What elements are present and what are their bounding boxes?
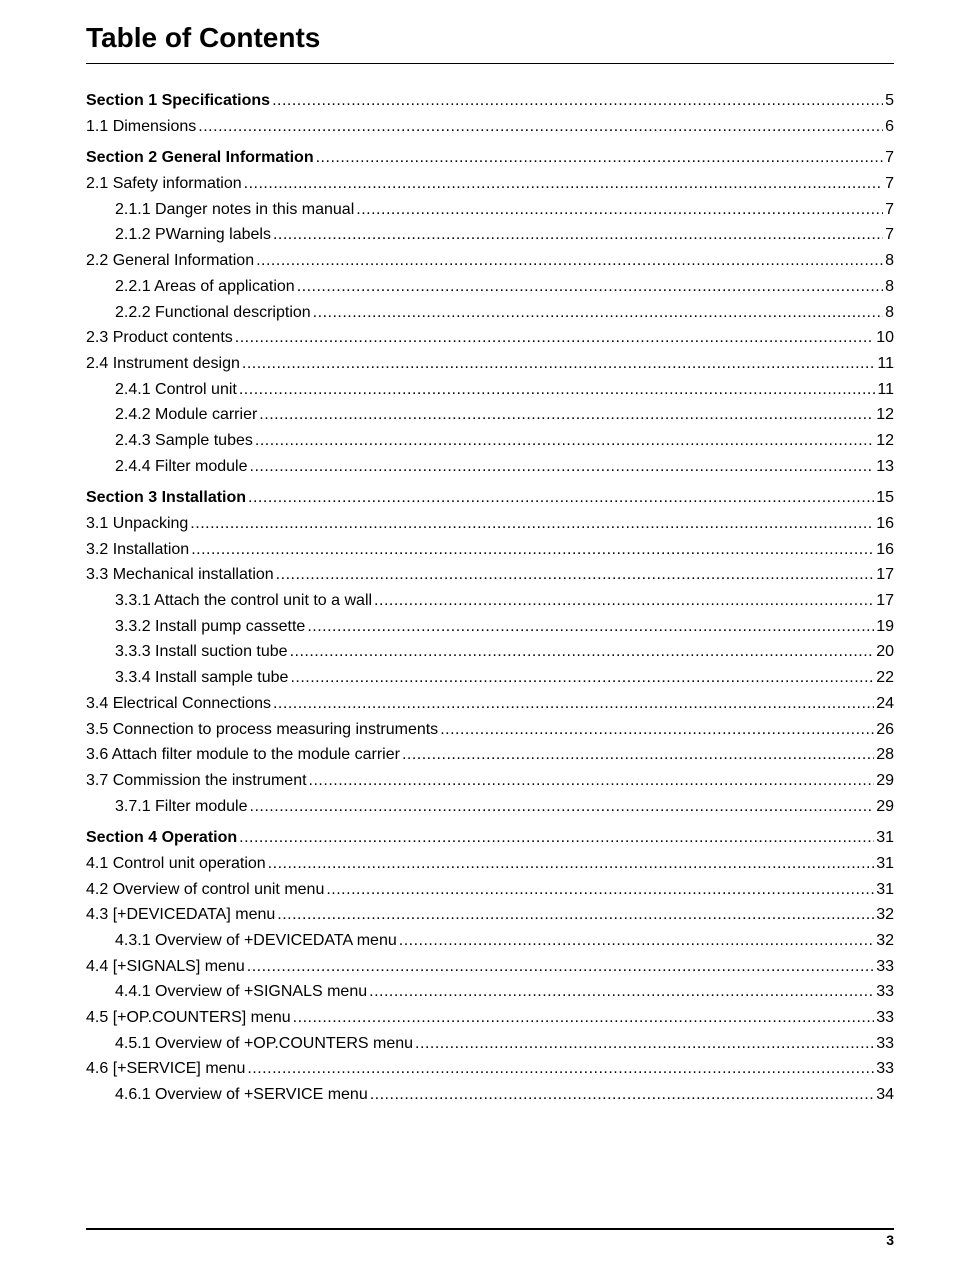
title-divider: [86, 63, 894, 64]
toc-entry[interactable]: [86, 274, 894, 300]
toc-dot-leader: [276, 562, 875, 588]
toc-dot-leader: [290, 639, 875, 665]
toc-entry-page: 33: [876, 1009, 894, 1027]
toc-entry-page: 7: [885, 200, 894, 218]
toc-entry-label: 3.3.4 Install sample tube: [115, 669, 289, 687]
table-of-contents: [86, 88, 894, 1108]
toc-entry[interactable]: [86, 742, 894, 768]
toc-dot-leader: [248, 485, 874, 511]
toc-entry-label: 2.2.1 Areas of application: [115, 277, 295, 295]
toc-entry-page: 12: [876, 431, 894, 449]
toc-entry-label: 3.7.1 Filter module: [115, 797, 248, 815]
toc-dot-leader: [247, 954, 874, 980]
toc-entry[interactable]: [86, 325, 894, 351]
toc-entry-label: 2.1.2 PWarning labels: [115, 226, 271, 244]
toc-entry-label: 3.5 Connection to process measuring instruments: [86, 720, 439, 738]
toc-entry-label: 2.4 Instrument design: [86, 354, 240, 372]
toc-entry-label: 3.2 Installation: [86, 540, 190, 558]
toc-entry-label: 1.1 Dimensions: [86, 117, 197, 135]
toc-entry-page: 33: [876, 983, 894, 1001]
toc-entry[interactable]: [86, 511, 894, 537]
toc-entry[interactable]: [86, 1031, 894, 1057]
toc-entry-page: 32: [876, 906, 894, 924]
toc-dot-leader: [326, 877, 874, 903]
toc-entry-page: 32: [876, 932, 894, 949]
toc-entry-page: 12: [876, 406, 894, 424]
toc-dot-leader: [255, 428, 874, 454]
toc-entry[interactable]: [86, 454, 894, 480]
toc-entry[interactable]: [86, 954, 894, 980]
toc-dot-leader: [290, 665, 874, 691]
toc-entry[interactable]: [86, 1005, 894, 1031]
toc-dot-leader: [198, 114, 883, 140]
toc-dot-leader: [235, 325, 874, 351]
toc-entry[interactable]: [86, 351, 894, 377]
toc-entry[interactable]: [86, 614, 894, 640]
toc-entry-label: 3.3.3 Install suction tube: [115, 643, 288, 661]
toc-entry[interactable]: [86, 902, 894, 928]
toc-section-entry[interactable]: [86, 145, 894, 171]
toc-entry-page: 20: [876, 643, 894, 661]
toc-entry[interactable]: [86, 717, 894, 743]
toc-dot-leader: [273, 691, 874, 717]
toc-dot-leader: [242, 351, 876, 377]
toc-entry-label: 4.5.1 Overview of +OP.COUNTERS menu: [115, 1034, 414, 1052]
toc-entry-page: 29: [876, 797, 894, 815]
toc-entry-page: 16: [876, 515, 894, 532]
toc-dot-leader: [239, 377, 876, 403]
page-number: 3: [886, 1232, 894, 1248]
toc-entry-page: 22: [876, 669, 894, 687]
toc-section-entry[interactable]: [86, 88, 894, 114]
toc-entry[interactable]: [86, 171, 894, 197]
toc-entry-page: 11: [877, 354, 894, 372]
toc-entry-page: 34: [876, 1086, 894, 1104]
toc-entry-label: 2.2 General Information: [86, 252, 255, 270]
toc-entry-label: 2.1.1 Danger notes in this manual: [115, 200, 355, 218]
toc-entry[interactable]: [86, 222, 894, 248]
toc-entry-label: Section 3 Installation: [86, 489, 247, 507]
toc-dot-leader: [247, 1056, 874, 1082]
toc-entry-page: 7: [885, 226, 894, 244]
toc-entry[interactable]: [86, 979, 894, 1005]
toc-dot-leader: [297, 274, 883, 300]
toc-entry-page: 31: [876, 880, 894, 898]
toc-entry-page: 31: [876, 829, 894, 847]
toc-entry-label: 4.6.1 Overview of +SERVICE menu: [115, 1086, 368, 1104]
toc-dot-leader: [190, 511, 874, 537]
toc-entry-page: 13: [876, 457, 894, 475]
toc-dot-leader: [273, 222, 883, 248]
toc-dot-leader: [309, 768, 875, 794]
toc-entry[interactable]: [86, 691, 894, 717]
toc-dot-leader: [399, 928, 874, 954]
toc-entry-page: 7: [885, 149, 894, 167]
toc-entry[interactable]: [86, 1056, 894, 1082]
toc-entry[interactable]: [86, 928, 894, 954]
toc-entry-page: 33: [876, 957, 894, 975]
toc-entry-label: 4.2 Overview of control unit menu: [86, 880, 325, 898]
toc-dot-leader: [307, 614, 874, 640]
toc-entry-label: 2.2.2 Functional description: [115, 303, 311, 321]
toc-entry-label: 3.1 Unpacking: [86, 515, 189, 532]
toc-entry-label: 2.4.1 Control unit: [115, 380, 237, 398]
toc-entry-page: 33: [876, 1060, 894, 1078]
toc-entry[interactable]: [86, 639, 894, 665]
toc-dot-leader: [191, 537, 874, 563]
toc-dot-leader: [239, 825, 874, 851]
toc-dot-leader: [402, 742, 874, 768]
footer-divider: [86, 1228, 894, 1230]
toc-entry-page: 29: [876, 771, 894, 789]
toc-entry-page: 16: [876, 540, 894, 558]
toc-entry-label: 3.6 Attach filter module to the module carrier: [86, 746, 400, 764]
toc-entry[interactable]: [86, 248, 894, 274]
toc-entry-page: 15: [876, 489, 894, 507]
toc-entry-label: 3.4 Electrical Connections: [86, 694, 271, 712]
toc-dot-leader: [374, 588, 874, 614]
toc-entry[interactable]: [86, 114, 894, 140]
toc-entry[interactable]: [86, 794, 894, 820]
toc-dot-leader: [256, 248, 883, 274]
toc-entry[interactable]: [86, 428, 894, 454]
toc-entry[interactable]: [86, 1082, 894, 1108]
toc-entry[interactable]: [86, 537, 894, 563]
toc-entry-label: 4.4 [+SIGNALS] menu: [86, 957, 245, 975]
toc-entry-page: 31: [876, 854, 894, 872]
toc-entry-label: 3.3.2 Install pump cassette: [115, 617, 306, 635]
toc-dot-leader: [250, 454, 875, 480]
toc-entry-label: 2.4.3 Sample tubes: [115, 431, 253, 449]
toc-entry-label: Section 4 Operation: [86, 829, 238, 847]
toc-entry-label: 4.6 [+SERVICE] menu: [86, 1060, 246, 1078]
toc-entry-label: 3.3.1 Attach the control unit to a wall: [115, 592, 373, 610]
toc-dot-leader: [272, 88, 883, 114]
toc-entry-label: Section 2 General Information: [86, 149, 314, 167]
toc-entry-page: 10: [876, 329, 894, 347]
toc-entry[interactable]: [86, 851, 894, 877]
toc-entry-label: 3.7 Commission the instrument: [86, 771, 307, 789]
toc-entry-label: 4.5 [+OP.COUNTERS] menu: [86, 1009, 291, 1027]
toc-entry[interactable]: [86, 402, 894, 428]
toc-entry[interactable]: [86, 197, 894, 223]
page-title: Table of Contents: [86, 22, 321, 53]
toc-dot-leader: [313, 300, 883, 326]
toc-entry[interactable]: [86, 768, 894, 794]
toc-entry-page: 26: [876, 720, 894, 738]
toc-dot-leader: [316, 145, 883, 171]
toc-entry-page: 19: [876, 617, 894, 635]
toc-entry[interactable]: [86, 300, 894, 326]
toc-dot-leader: [259, 402, 874, 428]
toc-dot-leader: [356, 197, 883, 223]
toc-entry-page: 6: [885, 117, 894, 135]
toc-entry-page: 33: [876, 1034, 894, 1052]
toc-entry-label: 4.3.1 Overview of +DEVICEDATA menu: [115, 932, 397, 949]
toc-dot-leader: [268, 851, 875, 877]
toc-entry-page: 5: [885, 92, 894, 109]
toc-dot-leader: [415, 1031, 874, 1057]
toc-dot-leader: [244, 171, 883, 197]
toc-entry-page: 7: [885, 175, 894, 193]
toc-entry-label: 2.1 Safety information: [86, 175, 242, 193]
toc-entry-page: 17: [876, 566, 894, 584]
toc-entry-label: 4.3 [+DEVICEDATA] menu: [86, 906, 276, 924]
toc-entry[interactable]: [86, 877, 894, 903]
toc-dot-leader: [440, 717, 874, 743]
toc-dot-leader: [277, 902, 874, 928]
toc-entry-label: 2.3 Product contents: [86, 329, 233, 347]
toc-entry-label: 3.3 Mechanical installation: [86, 566, 274, 584]
toc-dot-leader: [369, 979, 874, 1005]
toc-entry-label: 4.1 Control unit operation: [86, 854, 266, 872]
toc-entry[interactable]: [86, 562, 894, 588]
toc-entry-page: 8: [885, 303, 894, 321]
toc-entry-label: 2.4.4 Filter module: [115, 457, 248, 475]
toc-entry-page: 28: [876, 746, 894, 764]
toc-entry-page: 17: [876, 592, 894, 610]
toc-entry[interactable]: [86, 665, 894, 691]
toc-dot-leader: [293, 1005, 875, 1031]
toc-entry-label: Section 1 Specifications: [86, 92, 271, 109]
toc-dot-leader: [250, 794, 875, 820]
toc-entry-label: 4.4.1 Overview of +SIGNALS menu: [115, 983, 368, 1001]
toc-section-entry[interactable]: [86, 485, 894, 511]
toc-entry-page: 8: [885, 277, 894, 295]
toc-section-entry[interactable]: [86, 825, 894, 851]
toc-entry-page: 11: [877, 380, 894, 398]
toc-entry[interactable]: [86, 377, 894, 403]
toc-entry-page: 8: [885, 252, 894, 270]
toc-dot-leader: [370, 1082, 874, 1108]
toc-entry-label: 2.4.2 Module carrier: [115, 406, 258, 424]
toc-entry[interactable]: [86, 588, 894, 614]
toc-entry-page: 24: [876, 694, 894, 712]
